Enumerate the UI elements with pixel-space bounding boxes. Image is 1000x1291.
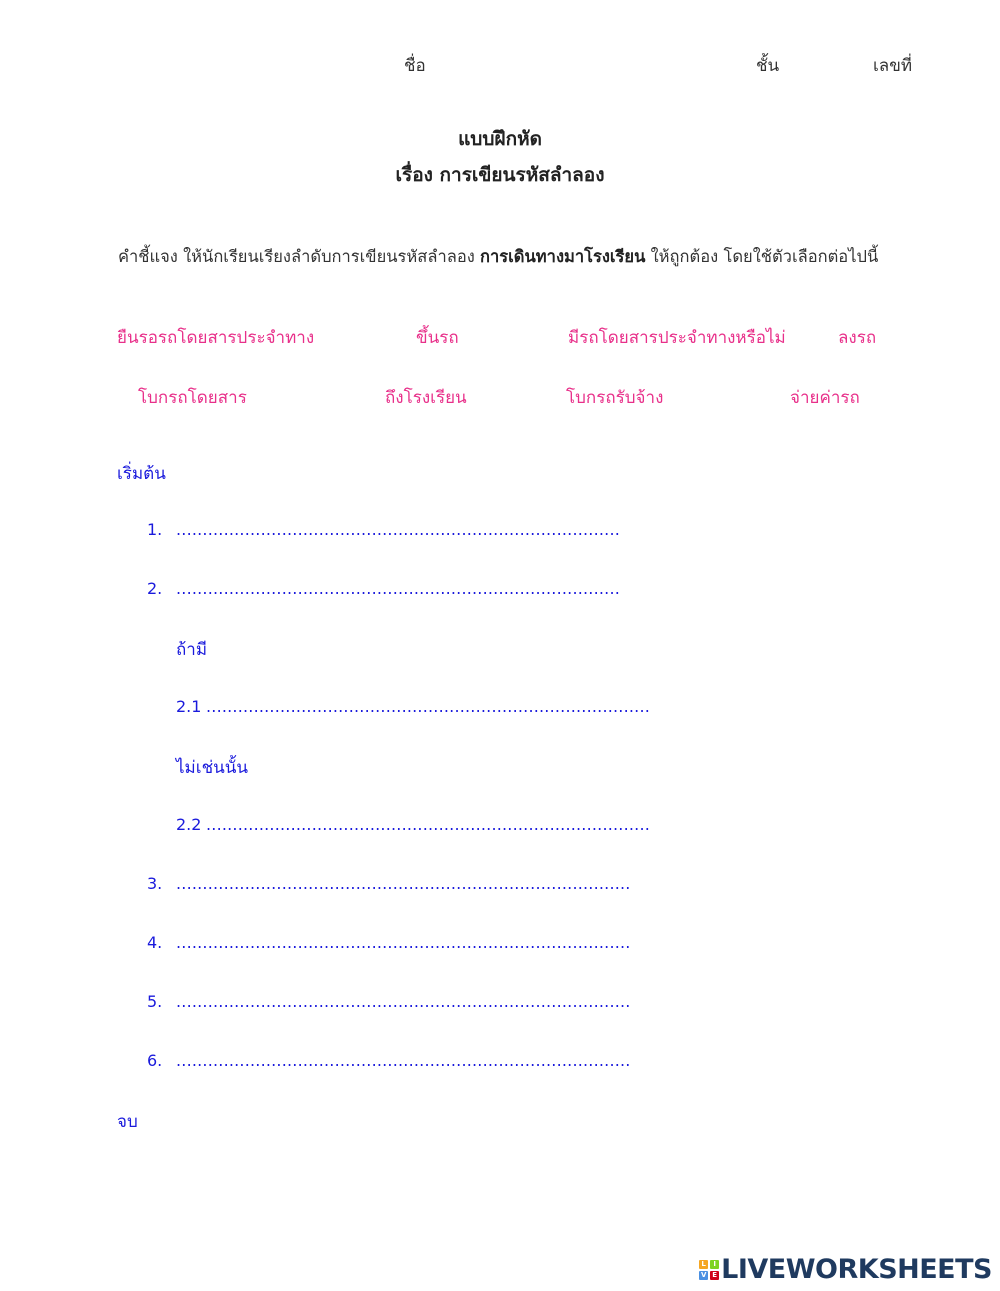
option-get-off[interactable]: ลงรถ: [838, 328, 877, 348]
start-label: เริ่มต้น: [117, 464, 166, 484]
instruction-topic: การเดินทางมาโรงเรียน: [480, 247, 646, 266]
logo-cell: E: [710, 1271, 719, 1280]
logo-cell: L: [699, 1260, 708, 1269]
logo-grid-icon: [699, 1260, 719, 1280]
option-arrive-school[interactable]: ถึงโรงเรียน: [385, 388, 467, 408]
option-pay-fare[interactable]: จ่ายค่ารถ: [790, 388, 860, 408]
option-is-there-bus[interactable]: มีรถโดยสารประจำทางหรือไม่: [568, 328, 786, 348]
liveworksheets-logo: [699, 1254, 992, 1285]
logo-cell: V: [700, 1270, 707, 1279]
step-4-blank[interactable]: ......................................................................................: [176, 933, 631, 952]
step-6-blank[interactable]: ......................................................................................: [176, 1051, 631, 1070]
class-label: ชั้น: [756, 56, 780, 76]
else-label: ไม่เช่นนั้น: [176, 758, 248, 778]
worksheet-subtitle: เรื่อง การเขียนรหัสลำลอง: [395, 164, 605, 186]
option-get-on[interactable]: ขึ้นรถ: [416, 328, 459, 348]
worksheet-title: แบบฝึกหัด: [458, 128, 542, 150]
option-wait-bus[interactable]: ยืนรอรถโดยสารประจำทาง: [117, 328, 315, 348]
step-1-number: 1.: [147, 520, 163, 539]
step-4-number: 4.: [147, 933, 163, 952]
step-3-number: 3.: [147, 874, 163, 893]
if-label: ถ้ามี: [176, 640, 208, 660]
logo-cell: I: [710, 1260, 719, 1269]
step-2-1-blank[interactable]: ....................................................................................: [206, 697, 651, 716]
option-wave-taxi[interactable]: โบกรถรับจ้าง: [566, 388, 664, 408]
step-5-number: 5.: [147, 992, 163, 1011]
number-label: เลขที่: [873, 56, 913, 76]
step-2-blank[interactable]: ....................................................................................: [176, 579, 621, 598]
logo-text: LIVEWORKSHEETS: [721, 1254, 992, 1285]
step-5-blank[interactable]: ......................................................................................: [176, 992, 631, 1011]
step-3-blank[interactable]: ......................................................................................: [176, 874, 631, 893]
step-2-2-number: 2.2: [176, 815, 202, 834]
instruction-prefix: คำชี้แจง ให้นักเรียนเรียงลำดับการเขียนรหัสลำลอง: [118, 247, 481, 266]
step-1-blank[interactable]: ....................................................................................: [176, 520, 621, 539]
step-2-1-number: 2.1: [176, 697, 202, 716]
step-6-number: 6.: [147, 1051, 163, 1070]
step-2-2-blank[interactable]: ....................................................................................: [206, 815, 651, 834]
instruction-text: [118, 244, 878, 270]
name-label: ชื่อ: [404, 56, 426, 76]
option-wave-bus[interactable]: โบกรถโดยสาร: [138, 388, 247, 408]
step-2-number: 2.: [147, 579, 163, 598]
end-label: จบ: [117, 1112, 138, 1132]
instruction-suffix: ให้ถูกต้อง โดยใช้ตัวเลือกต่อไปนี้: [645, 247, 879, 266]
